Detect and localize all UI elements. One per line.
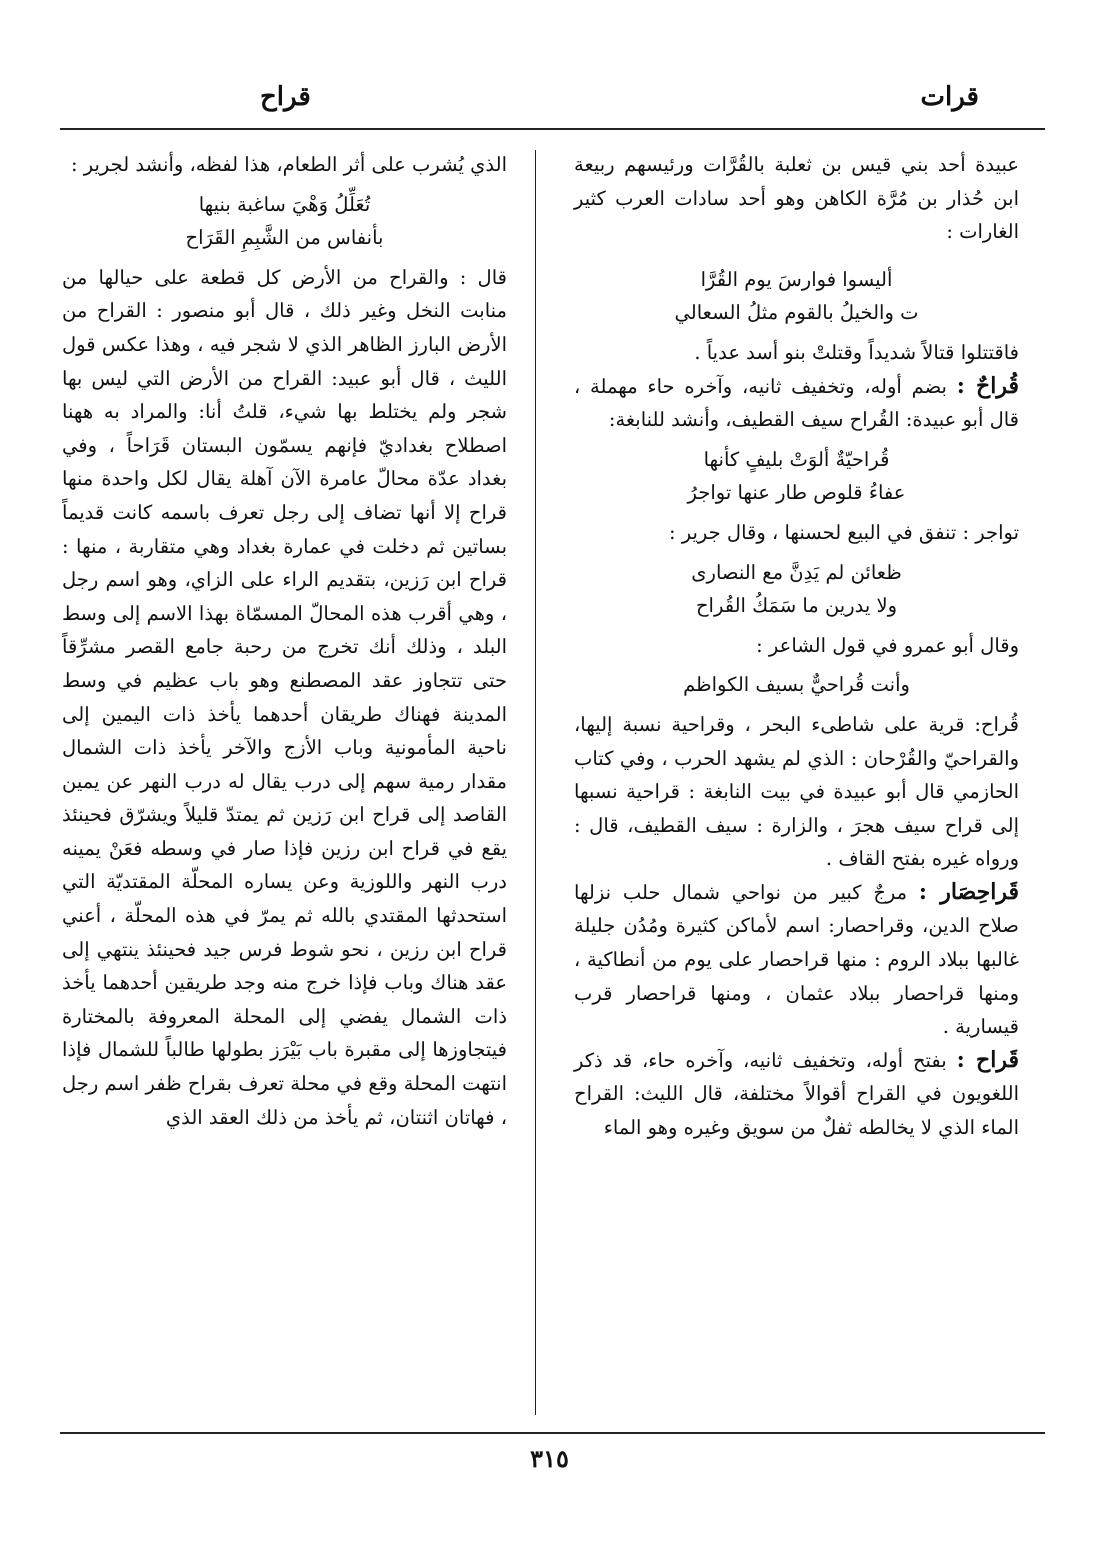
headword: قَراح : <box>956 1046 1020 1073</box>
column-divider <box>535 150 536 1415</box>
verse <box>574 556 1019 623</box>
header-title-left: قراح <box>260 82 311 112</box>
bottom-rule <box>60 1432 1045 1434</box>
entry-text: بضم أوله، وتخفيف ثانيه، وآخره حاء مهملة ، قال أبو عبيدة: القُراح سيف القطيف، وأنشد للنابغة: <box>574 374 1019 432</box>
verse-line: تُعَلِّلُ وَهْيَ ساغبة بنيها <box>198 192 371 216</box>
entry-text: مرجٌ كبير من نواحي شمال حلب نزلها صلاح الدين، وقراحصار: اسم لأماكن كثيرة ومُدُن جليلة غالبها ببلاد الروم : منها قراحصار على يوم من أنطاكية ، ومنها قراحصار ببلاد عثمان ، ومنها قراحصار قرب قيسارية . <box>574 880 1019 1039</box>
paragraph: قُراح: قرية على شاطىء البحر ، وقراحية نسبة إليها، والقراحيّ والقُرْحان : الذي لم يشهد الحرب ، وفي كتاب الحازمي قال أبو عبيدة في بيت النابغة : قراحية نسبها إلى قراح سيف هجرَ ، والزارة : سيف القطيف، قال : ورواه غيره بفتح القاف . <box>574 712 1019 871</box>
verse-line: ت والخيلُ بالقوم مثلُ السعالي <box>674 301 919 325</box>
paragraph: عبيدة أحد بني قيس بن ثعلبة بالقُرَّات ورئيسهم ربيعة ابن حُذار بن مُرَّة الكاهن وهو أحد سادات العرب كثير الغارات : <box>574 153 1019 244</box>
top-rule <box>60 128 1045 130</box>
paragraph: وقال أبو عمرو في قول الشاعر : <box>756 633 1019 657</box>
headword: قَراحِصَار : <box>918 878 1019 905</box>
header-title-right: قرات <box>920 82 979 112</box>
entry-text: بفتح أوله، وتخفيف ثانيه، وآخره حاء، قد ذكر اللغويون في القراح أقوالاً مختلفة، قال الليث: القراح الماء الذي لا يخالطه ثفلٌ من سويق وغيره وهو الماء <box>574 1048 1019 1140</box>
verse-line: قُراحيّةٌ ألوَتْ بليفٍ كأنها <box>703 447 890 471</box>
left-column <box>62 148 507 1134</box>
verse-line: أليسوا فوارسَ يوم القُرَّا <box>700 267 893 291</box>
right-column <box>574 148 1019 1145</box>
paragraph: تواجر : تنفق في البيع لحسنها ، وقال جرير : <box>668 520 1019 544</box>
paragraph: قال : والقراح من الأرض كل قطعة على حيالها من منابت النخل وغير ذلك ، قال أبو منصور : القراح من الأرض البارز الظاهر الذي لا شجر فيه ، وهذا عكس قول الليث ، قال أبو عبيد: القراح من الأرض التي ليس بها شجر ولم يختلط بها شيء، قلتُ أنا: والمراد به ههنا اصطلاح بغداديّ فإنهم يسمّون البستان قَرَاحاً ، وفي بغداد عدّة محالّ عامرة الآن آهلة يقال لكل واحدة منها قراح إلا أنها تضاف إلى رجل تعرف باسمه كانت قديماً بساتين ثم دخلت في عمارة بغداد وهي متقاربة ، منها : قراح ابن رَزين، بتقديم الراء على الزاي، وهو اسم رجل ، وهي أقرب هذه المحالّ المسمّاة بهذا الاسم إلى وسط البلد ، وذلك أنك تخرج من رحبة جامع القصر مشرِّقاً حتى تتجاوز عقد المصطنع وهو باب عظيم في وسط المدينة فهناك طريقان أحدهما يأخذ ذات اليمين إلى ناحية المأمونية وباب الأزج والآخر يأخذ ذات الشمال مقدار رمية سهم إلى درب يقال له درب النهر عن يمين القاصد إلى قراح ابن رَزين ثم يمتدّ قليلاً ويشرّق فحينئذ يقع في قراح ابن رزين فإذا صار في وسطه فعَنْ يمينه درب النهر واللوزية وعن يساره المحلّة المقتديّة التي استحدثها المقتدي بالله ثم يمرّ في هذه المحلّة ، أعني قراح ابن رزين ، نحو شوط فرس جيد فحينئذ ينتهي إلى عقد هناك وباب فإذا خرج منه وجد طريقين أحدهما يأخذ ذات الشمال يفضي إلى المحلة المعروفة بالمختارة فيتجاوزها إلى مقبرة باب بَيْرَز بطولها طالباً للشمال فإذا انتهت المحلة وقع في محلة تعرف بقراح ظفر اسم رجل ، فهاتان اثنتان، ثم يأخذ من ذلك العقد الذي <box>62 265 507 1129</box>
verse <box>574 263 1019 330</box>
verse-line: عفاءُ قلوص طار عنها تواجرُ <box>687 481 906 505</box>
paragraph: فاقتتلوا قتالاً شديداً وقتلتْ بنو أسد عدياً . <box>694 340 1019 364</box>
headword: قُراحٌ : <box>956 372 1020 399</box>
verse-line: وأنت قُراحيٌّ بسيف الكواظم <box>683 673 910 697</box>
verse <box>574 668 1019 702</box>
page-number: ٣١٥ <box>530 1444 569 1473</box>
paragraph: الذي يُشرب على أثر الطعام، هذا لفظه، وأنشد لجرير : <box>70 153 507 176</box>
verse-line: ظعائن لم يَدِنَّ مع النصارى <box>691 560 902 584</box>
verse-line: بأنفاس من الشَّبِمِ القَرَاح <box>185 226 384 250</box>
verse <box>62 188 507 255</box>
verse-line: ولا يدرين ما سَمَكُ القُراح <box>695 594 898 618</box>
verse <box>574 443 1019 510</box>
entry-qarahisar <box>574 876 1019 1044</box>
entry-qarah <box>574 1044 1019 1145</box>
entry-quraah <box>574 370 1019 437</box>
